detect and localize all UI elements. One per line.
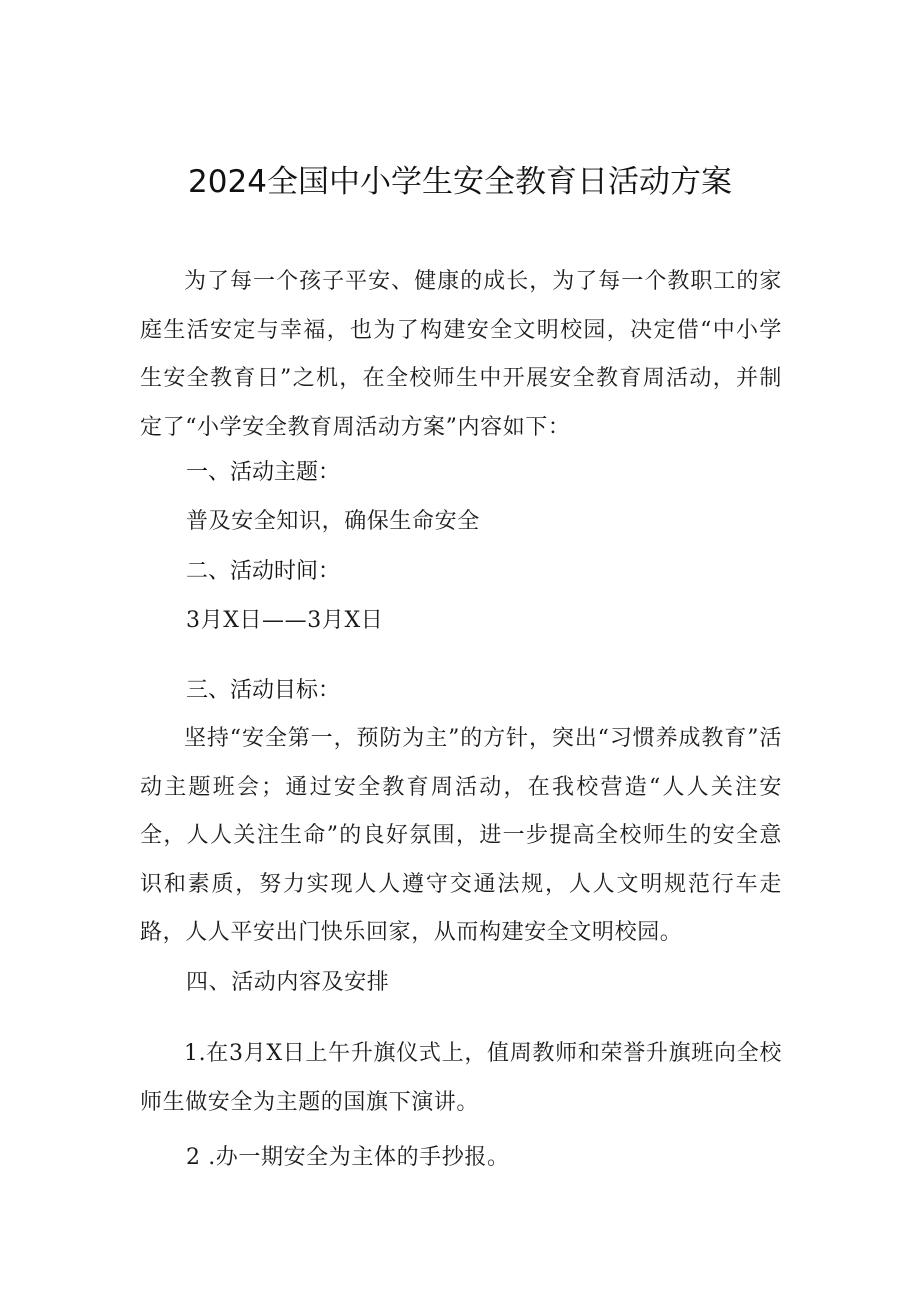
document-title: 2024全国中小学生安全教育日活动方案 xyxy=(188,164,732,200)
section-heading-goal: 三、活动目标： xyxy=(186,678,341,703)
section-heading-theme: 一、活动主题： xyxy=(186,460,341,485)
section-heading-content: 四、活动内容及安排 xyxy=(186,970,390,995)
section-body-theme: 普及安全知识，确保生命安全 xyxy=(186,509,480,534)
intro-paragraph: 为了每一个孩子平安、健康的成长，为了每一个教职工的家庭生活安定与幸福，也为了构建安全文明校园，决定借“中小学生安全教育日”之机，在全校师生中开展安全教育周活动，并制定了“小学安全教育周活动方案”内容如下： xyxy=(140,269,782,440)
section-heading-time: 二、活动时间： xyxy=(186,559,341,584)
section-body-time: 3月X日——3月X日 xyxy=(186,608,384,633)
content-item-2: 2 .办一期安全为主体的手抄报。 xyxy=(186,1145,510,1170)
content-item-1: 1.在3月X日上午升旗仪式上，值周教师和荣誉升旗班向全校师生做安全为主题的国旗下演讲。 xyxy=(140,1041,782,1115)
section-body-goal: 坚持“安全第一，预防为主”的方针，突出“习惯养成教育”活动主题班会；通过安全教育周活动，在我校营造“人人关注安全，人人关注生命”的良好氛围，进一步提高全校师生的安全意识和素质，努力实现人人遵守交通法规，人人文明规范行车走路，人人平安出门快乐回家，从而构建安全文明校园。 xyxy=(140,726,782,945)
